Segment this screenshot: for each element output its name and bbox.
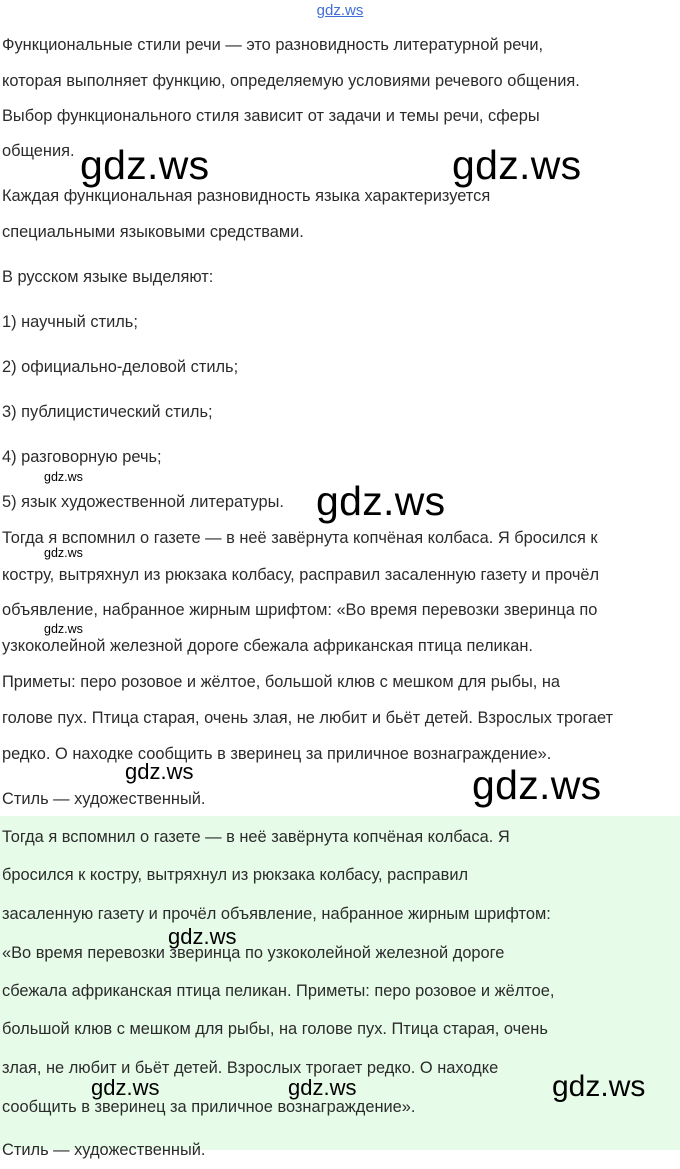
style-list-item: 3) публицистический стиль; — [2, 403, 213, 421]
watermark: gdz.ws — [552, 1070, 646, 1103]
means-line: специальными языковыми средствами. — [2, 223, 304, 241]
watermark: gdz.ws — [452, 142, 582, 188]
answer-line: Тогда я вспомнил о газете — в неё завёрнута копчёная колбаса. Я — [2, 828, 510, 846]
watermark: gdz.ws — [44, 470, 83, 484]
watermark: gdz.ws — [44, 546, 83, 560]
answer-line: сообщить в зверинец за приличное вознаграждение». — [2, 1098, 416, 1116]
intro-line: Функциональные стили речи — это разновидность литературной речи, — [2, 36, 544, 54]
answer-line: злая, не любит и бьёт детей. Взрослых трогает редко. О находке — [2, 1059, 499, 1077]
intro-line: которая выполняет функцию, определяемую условиями речевого общения. — [2, 72, 580, 90]
list-intro: В русском языке выделяют: — [2, 268, 214, 286]
style-answer: Стиль — художественный. — [2, 790, 206, 808]
style-list-item: 1) научный стиль; — [2, 313, 138, 331]
watermark: gdz.ws — [125, 759, 194, 784]
watermark: gdz.ws — [288, 1075, 357, 1100]
watermark: gdz.ws — [80, 142, 210, 188]
excerpt-line: Приметы: перо розовое и жёлтое, большой клюв с мешком для рыбы, на — [2, 673, 561, 691]
answer-line: большой клюв с мешком для рыбы, на голове пух. Птица старая, очень — [2, 1020, 548, 1038]
means-line: Каждая функциональная разновидность языка характеризуется — [2, 187, 491, 205]
excerpt-line: узкоколейной железной дороге сбежала африканская птица пеликан. — [2, 637, 533, 655]
style-list-item: 2) официально-деловой стиль; — [2, 358, 239, 376]
excerpt-line: объявление, набранное жирным шрифтом: «Во время перевозки зверинца по — [2, 601, 598, 619]
excerpt-line: редко. О находке сообщить в зверинец за приличное вознаграждение». — [2, 745, 552, 763]
watermark: gdz.ws — [91, 1075, 160, 1100]
style-list-item: 5) язык художественной литературы. — [2, 493, 284, 511]
intro-line: Выбор функционального стиля зависит от задачи и темы речи, сферы — [2, 107, 540, 125]
answer-line: сбежала африканская птица пеликан. Приметы: перо розовое и жёлтое, — [2, 982, 555, 1000]
watermark: gdz.ws — [168, 924, 237, 949]
excerpt-line: голове пух. Птица старая, очень злая, не любит и бьёт детей. Взрослых трогает — [2, 709, 614, 727]
excerpt-line: костру, вытряхнул из рюкзака колбасу, расправил засаленную газету и прочёл — [2, 566, 600, 584]
watermark: gdz.ws — [472, 762, 602, 808]
watermark: gdz.ws — [44, 622, 83, 636]
intro-line: общения. — [2, 142, 75, 160]
site-tag-link[interactable]: gdz.ws — [316, 2, 364, 19]
watermark: gdz.ws — [316, 478, 446, 524]
answer-line: «Во время перевозки зверинца по узкоколейной железной дороге — [2, 944, 505, 962]
excerpt-line: Тогда я вспомнил о газете — в неё завёрнута копчёная колбаса. Я бросился к — [2, 529, 598, 547]
answer-line: засаленную газету и прочёл объявление, набранное жирным шрифтом: — [2, 905, 551, 923]
answer-line: бросился к костру, вытряхнул из рюкзака колбасу, расправил — [2, 866, 469, 884]
answer-line: Стиль — художественный. — [2, 1141, 206, 1159]
style-list-item: 4) разговорную речь; — [2, 448, 162, 466]
